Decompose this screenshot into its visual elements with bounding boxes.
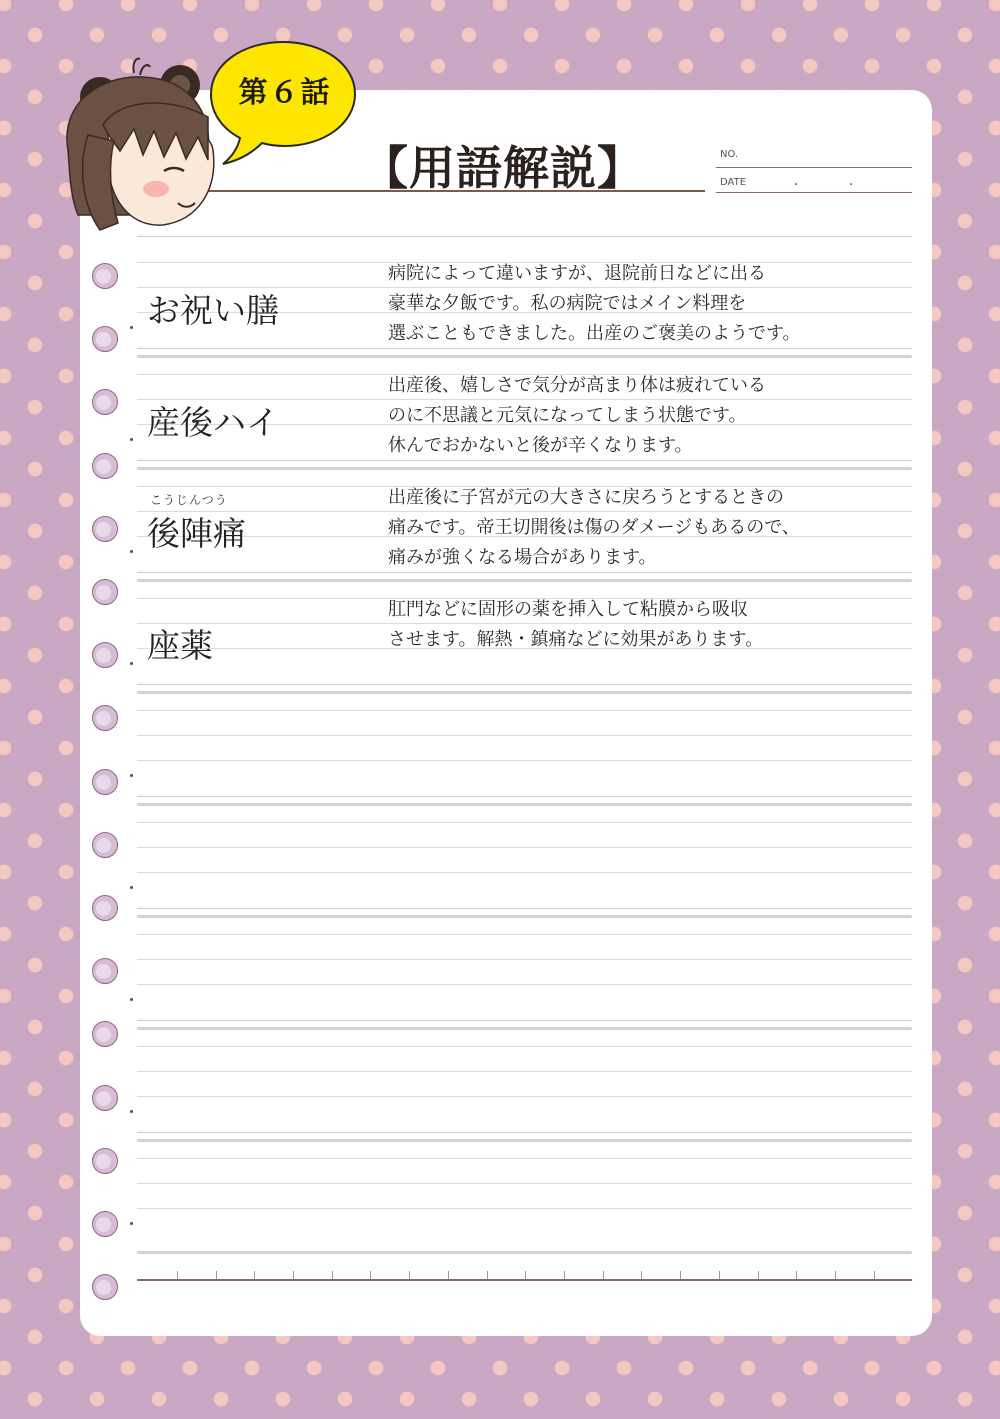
- ruled-line: [137, 796, 912, 797]
- section-divider: [137, 355, 912, 358]
- margin-dot: [130, 550, 133, 553]
- definition-line: 肛門などに固形の薬を挿入して粘膜から吸収: [388, 599, 748, 620]
- definition-koujintsuu: [388, 483, 800, 573]
- definition-line: 出産後に子宮が元の大きさに戻ろうとするときの: [388, 487, 784, 508]
- page-title: 【用語解説】: [362, 141, 644, 195]
- definition-line: 豪華な夕飯です。私の病院ではメイン料理を: [388, 293, 747, 314]
- ruled-line: [137, 684, 912, 685]
- ruler-tick: [487, 1271, 488, 1279]
- margin-dot: [130, 662, 133, 665]
- definition-line: 痛みです。帝王切開後は傷のダメージもあるので、: [388, 517, 800, 538]
- ruler-tick: [603, 1271, 604, 1279]
- binder-hole-icon: [92, 516, 118, 542]
- meta-date-line: [716, 192, 912, 193]
- ruler-tick: [796, 1271, 797, 1279]
- section-divider: [137, 915, 912, 918]
- section-divider: [137, 467, 912, 470]
- ruled-line: [137, 908, 912, 909]
- margin-dot: [130, 1110, 133, 1113]
- ruled-line: [137, 822, 912, 823]
- term-reading-koujintsuu: こうじんつう: [150, 493, 228, 507]
- binder-hole-icon: [92, 1148, 118, 1174]
- ruler-tick: [758, 1271, 759, 1279]
- margin-dot: [130, 886, 133, 889]
- ruled-line: [137, 847, 912, 848]
- ruled-line: [137, 959, 912, 960]
- definition-line: 休んでおかないと後が辛くなります。: [388, 435, 693, 456]
- ruled-line: [137, 934, 912, 935]
- term-sangohai: 産後ハイ: [147, 403, 279, 442]
- ruler-tick: [177, 1271, 178, 1279]
- binder-hole-icon: [92, 1211, 118, 1237]
- ruled-line: [137, 760, 912, 761]
- binder-hole-icon: [92, 326, 118, 352]
- binder-hole-icon: [92, 453, 118, 479]
- bottom-rule: [137, 1279, 912, 1281]
- margin-dot: [130, 1222, 133, 1225]
- ruler-tick: [370, 1271, 371, 1279]
- definition-line: 選ぶこともできました。出産のご褒美のようです。: [388, 323, 801, 344]
- ruler-tick: [409, 1271, 410, 1279]
- definition-sangohai: [388, 371, 766, 461]
- definition-oiwaizen: [388, 259, 801, 349]
- section-divider: [137, 1251, 912, 1254]
- ruler-tick: [448, 1271, 449, 1279]
- meta-date-separator: ・: [791, 180, 801, 191]
- definition-line: させます。解熱・鎮痛などに効果があります。: [388, 629, 764, 650]
- binder-hole-icon: [92, 579, 118, 605]
- binder-hole-icon: [92, 832, 118, 858]
- definition-line: 病院によって違いますが、退院前日などに出る: [388, 263, 766, 284]
- meta-no-label: NO.: [720, 149, 739, 160]
- ruled-line: [137, 1096, 912, 1097]
- episode-label: 第６話: [238, 75, 332, 109]
- binder-hole-icon: [92, 263, 118, 289]
- binder-hole-icon: [92, 642, 118, 668]
- margin-dot: [130, 998, 133, 1001]
- ruler-tick: [835, 1271, 836, 1279]
- ruled-line: [137, 1046, 912, 1047]
- definition-line: のに不思議と元気になってしまう状態です。: [388, 405, 747, 426]
- ruler-tick: [525, 1271, 526, 1279]
- binder-hole-icon: [92, 1085, 118, 1111]
- meta-date-label: DATE: [720, 177, 747, 188]
- ruled-line: [137, 1208, 912, 1209]
- binder-hole-icon: [92, 895, 118, 921]
- margin-dot: [130, 774, 133, 777]
- binder-hole-icon: [92, 1274, 118, 1300]
- binder-hole-icon: [92, 958, 118, 984]
- ruled-line: [137, 872, 912, 873]
- margin-dot: [130, 326, 133, 329]
- ruler-tick: [254, 1271, 255, 1279]
- term-koujintsuu: 後陣痛: [147, 514, 246, 553]
- definition-line: 痛みが強くなる場合があります。: [388, 547, 657, 568]
- ruled-line: [137, 1132, 912, 1133]
- section-divider: [137, 579, 912, 582]
- meta-date-separator: ・: [846, 180, 856, 191]
- ruled-line: [137, 1071, 912, 1072]
- ruled-line: [137, 735, 912, 736]
- ruler-tick: [216, 1271, 217, 1279]
- ruled-line: [137, 1158, 912, 1159]
- meta-no-line: [716, 167, 912, 168]
- ruler-tick: [874, 1271, 875, 1279]
- ruler-tick: [680, 1271, 681, 1279]
- term-oiwaizen: お祝い膳: [147, 291, 279, 330]
- section-divider: [137, 691, 912, 694]
- margin-dot: [130, 438, 133, 441]
- ruler-tick: [332, 1271, 333, 1279]
- ruled-line: [137, 984, 912, 985]
- ruled-line: [137, 710, 912, 711]
- ruler-tick: [641, 1271, 642, 1279]
- binder-hole-icon: [92, 769, 118, 795]
- ruler-tick: [293, 1271, 294, 1279]
- term-zayaku: 座薬: [147, 626, 213, 665]
- ruled-line: [137, 236, 912, 237]
- section-divider: [137, 1139, 912, 1142]
- section-divider: [137, 803, 912, 806]
- ruled-line: [137, 1020, 912, 1021]
- ruler-tick: [719, 1271, 720, 1279]
- ruled-line: [137, 1183, 912, 1184]
- definition-zayaku: [388, 595, 763, 655]
- section-divider: [137, 1027, 912, 1030]
- girl-with-bear-ears-icon: [48, 55, 226, 240]
- definition-line: 出産後、嬉しさで気分が高まり体は疲れている: [388, 375, 766, 396]
- ruler-tick: [564, 1271, 565, 1279]
